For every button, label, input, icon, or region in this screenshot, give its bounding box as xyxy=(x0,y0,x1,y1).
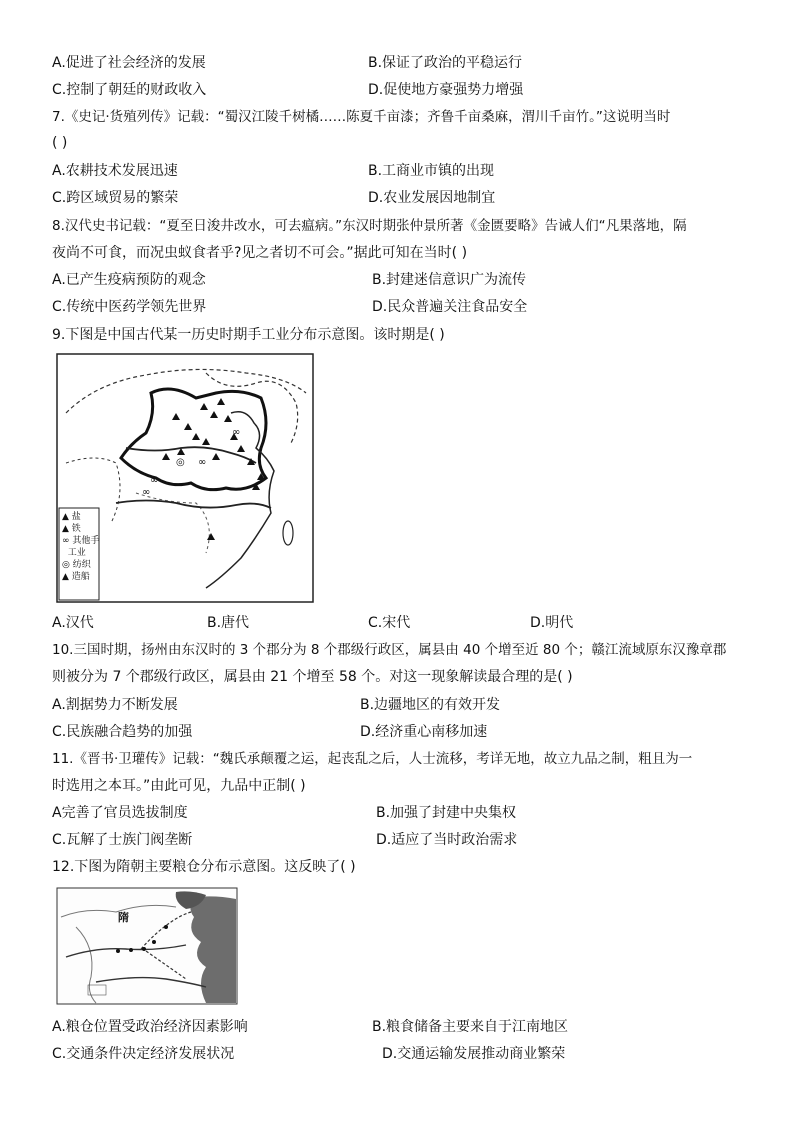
q6-option-c: C.控制了朝廷的财政收入 xyxy=(52,82,207,98)
q6-option-d: D.促使地方豪强势力增强 xyxy=(368,82,524,98)
svg-text:∞: ∞ xyxy=(198,457,207,468)
q7-stem-paren: ( ) xyxy=(52,135,68,151)
q6-option-a: A.促进了社会经济的发展 xyxy=(52,55,206,71)
q12-option-d: D.交通运输发展推动商业繁荣 xyxy=(382,1046,566,1062)
q9-option-c: C.宋代 xyxy=(368,615,411,631)
q10-option-a: A.割据势力不断发展 xyxy=(52,697,178,713)
q8-stem: 8.汉代史书记载：“夏至日浚井改水，可去瘟病。”东汉时期张仲景所著《金匮要略》告诫人们“凡果落地，隔 xyxy=(52,218,687,234)
q11-stem-line2: 时选用之本耳。”由此可见，九品中正制( ) xyxy=(52,778,306,794)
q12-option-a: A.粮仓位置受政治经济因素影响 xyxy=(52,1019,248,1035)
q8-option-a: A.已产生疫病预防的观念 xyxy=(52,272,206,288)
q9-stem: 9.下图是中国古代某一历史时期手工业分布示意图。该时期是( ) xyxy=(52,327,445,343)
q8-option-d: D.民众普遍关注食品安全 xyxy=(372,299,528,315)
q6-option-b: B.保证了政治的平稳运行 xyxy=(368,55,523,71)
q12-option-c: C.交通条件决定经济发展状况 xyxy=(52,1046,235,1062)
q11-stem: 11.《晋书·卫瓘传》记载：“魏氏承颠覆之运，起丧乱之后，人士流移，考详无地，故立九品之制，粗且为一 xyxy=(52,751,693,767)
legend-iron: ▲ 铁 xyxy=(62,524,81,534)
q10-option-d: D.经济重心南移加速 xyxy=(360,724,488,740)
q11-option-c: C.瓦解了士族门阀垄断 xyxy=(52,832,193,848)
q10-option-b: B.边疆地区的有效开发 xyxy=(360,697,501,713)
svg-text:◎: ◎ xyxy=(176,457,185,468)
q12-option-b: B.粮食储备主要来自于江南地区 xyxy=(372,1019,569,1035)
legend-textile: ◎ 纺织 xyxy=(62,560,91,570)
sui-map-label: 隋 xyxy=(118,911,129,924)
sui-map-drawing xyxy=(56,887,238,1005)
legend-other-cont: 工业 xyxy=(67,548,86,558)
q7-option-a: A.农耕技术发展迅速 xyxy=(52,163,178,179)
q10-stem-line2: 则被分为 7 个郡级行政区，属县由 21 个增至 58 个。对这一现象解读最合理的是( ) xyxy=(52,669,573,685)
svg-text:∞: ∞ xyxy=(150,475,159,486)
legend-shipbuilding: ▲ 造船 xyxy=(62,572,90,582)
q7-stem: 7.《史记·货殖列传》记载：“蜀汉江陵千树橘……陈夏千亩漆；齐鲁千亩桑麻，渭川千亩竹。”这说明当时 xyxy=(52,109,671,125)
q12-stem: 12.下图为隋朝主要粮仓分布示意图。这反映了( ) xyxy=(52,859,356,875)
handicraft-distribution-map xyxy=(56,353,314,603)
q10-option-c: C.民族融合趋势的加强 xyxy=(52,724,193,740)
q8-stem-line2: 夜尚不可食，而况虫蚁食者乎?见之者切不可会。”据此可知在当时( ) xyxy=(52,245,468,261)
svg-text:∞: ∞ xyxy=(232,427,241,438)
svg-text:∞: ∞ xyxy=(142,487,151,498)
map-legend xyxy=(62,511,99,583)
legend-other: ∞ 其他手 xyxy=(62,536,100,546)
q7-option-b: B.工商业市镇的出现 xyxy=(368,163,495,179)
q9-option-b: B.唐代 xyxy=(207,615,250,631)
q11-option-b: B.加强了封建中央集权 xyxy=(376,805,517,821)
q11-option-d: D.适应了当时政治需求 xyxy=(376,832,518,848)
legend-salt: ▲ 盐 xyxy=(62,512,81,522)
q8-option-b: B.封建迷信意识广为流传 xyxy=(372,272,527,288)
q8-option-c: C.传统中医药学领先世界 xyxy=(52,299,207,315)
q7-option-d: D.农业发展因地制宜 xyxy=(368,190,496,206)
q10-stem: 10.三国时期，扬州由东汉时的 3 个郡分为 8 个郡级行政区，属县由 40 个增至近 80 个；赣江流域原东汉豫章郡 xyxy=(52,642,727,658)
q9-option-d: D.明代 xyxy=(530,615,574,631)
q11-option-a: A完善了官员选拔制度 xyxy=(52,805,188,821)
q7-option-c: C.跨区域贸易的繁荣 xyxy=(52,190,179,206)
sui-granary-map xyxy=(56,887,238,1005)
q9-option-a: A.汉代 xyxy=(52,615,94,631)
